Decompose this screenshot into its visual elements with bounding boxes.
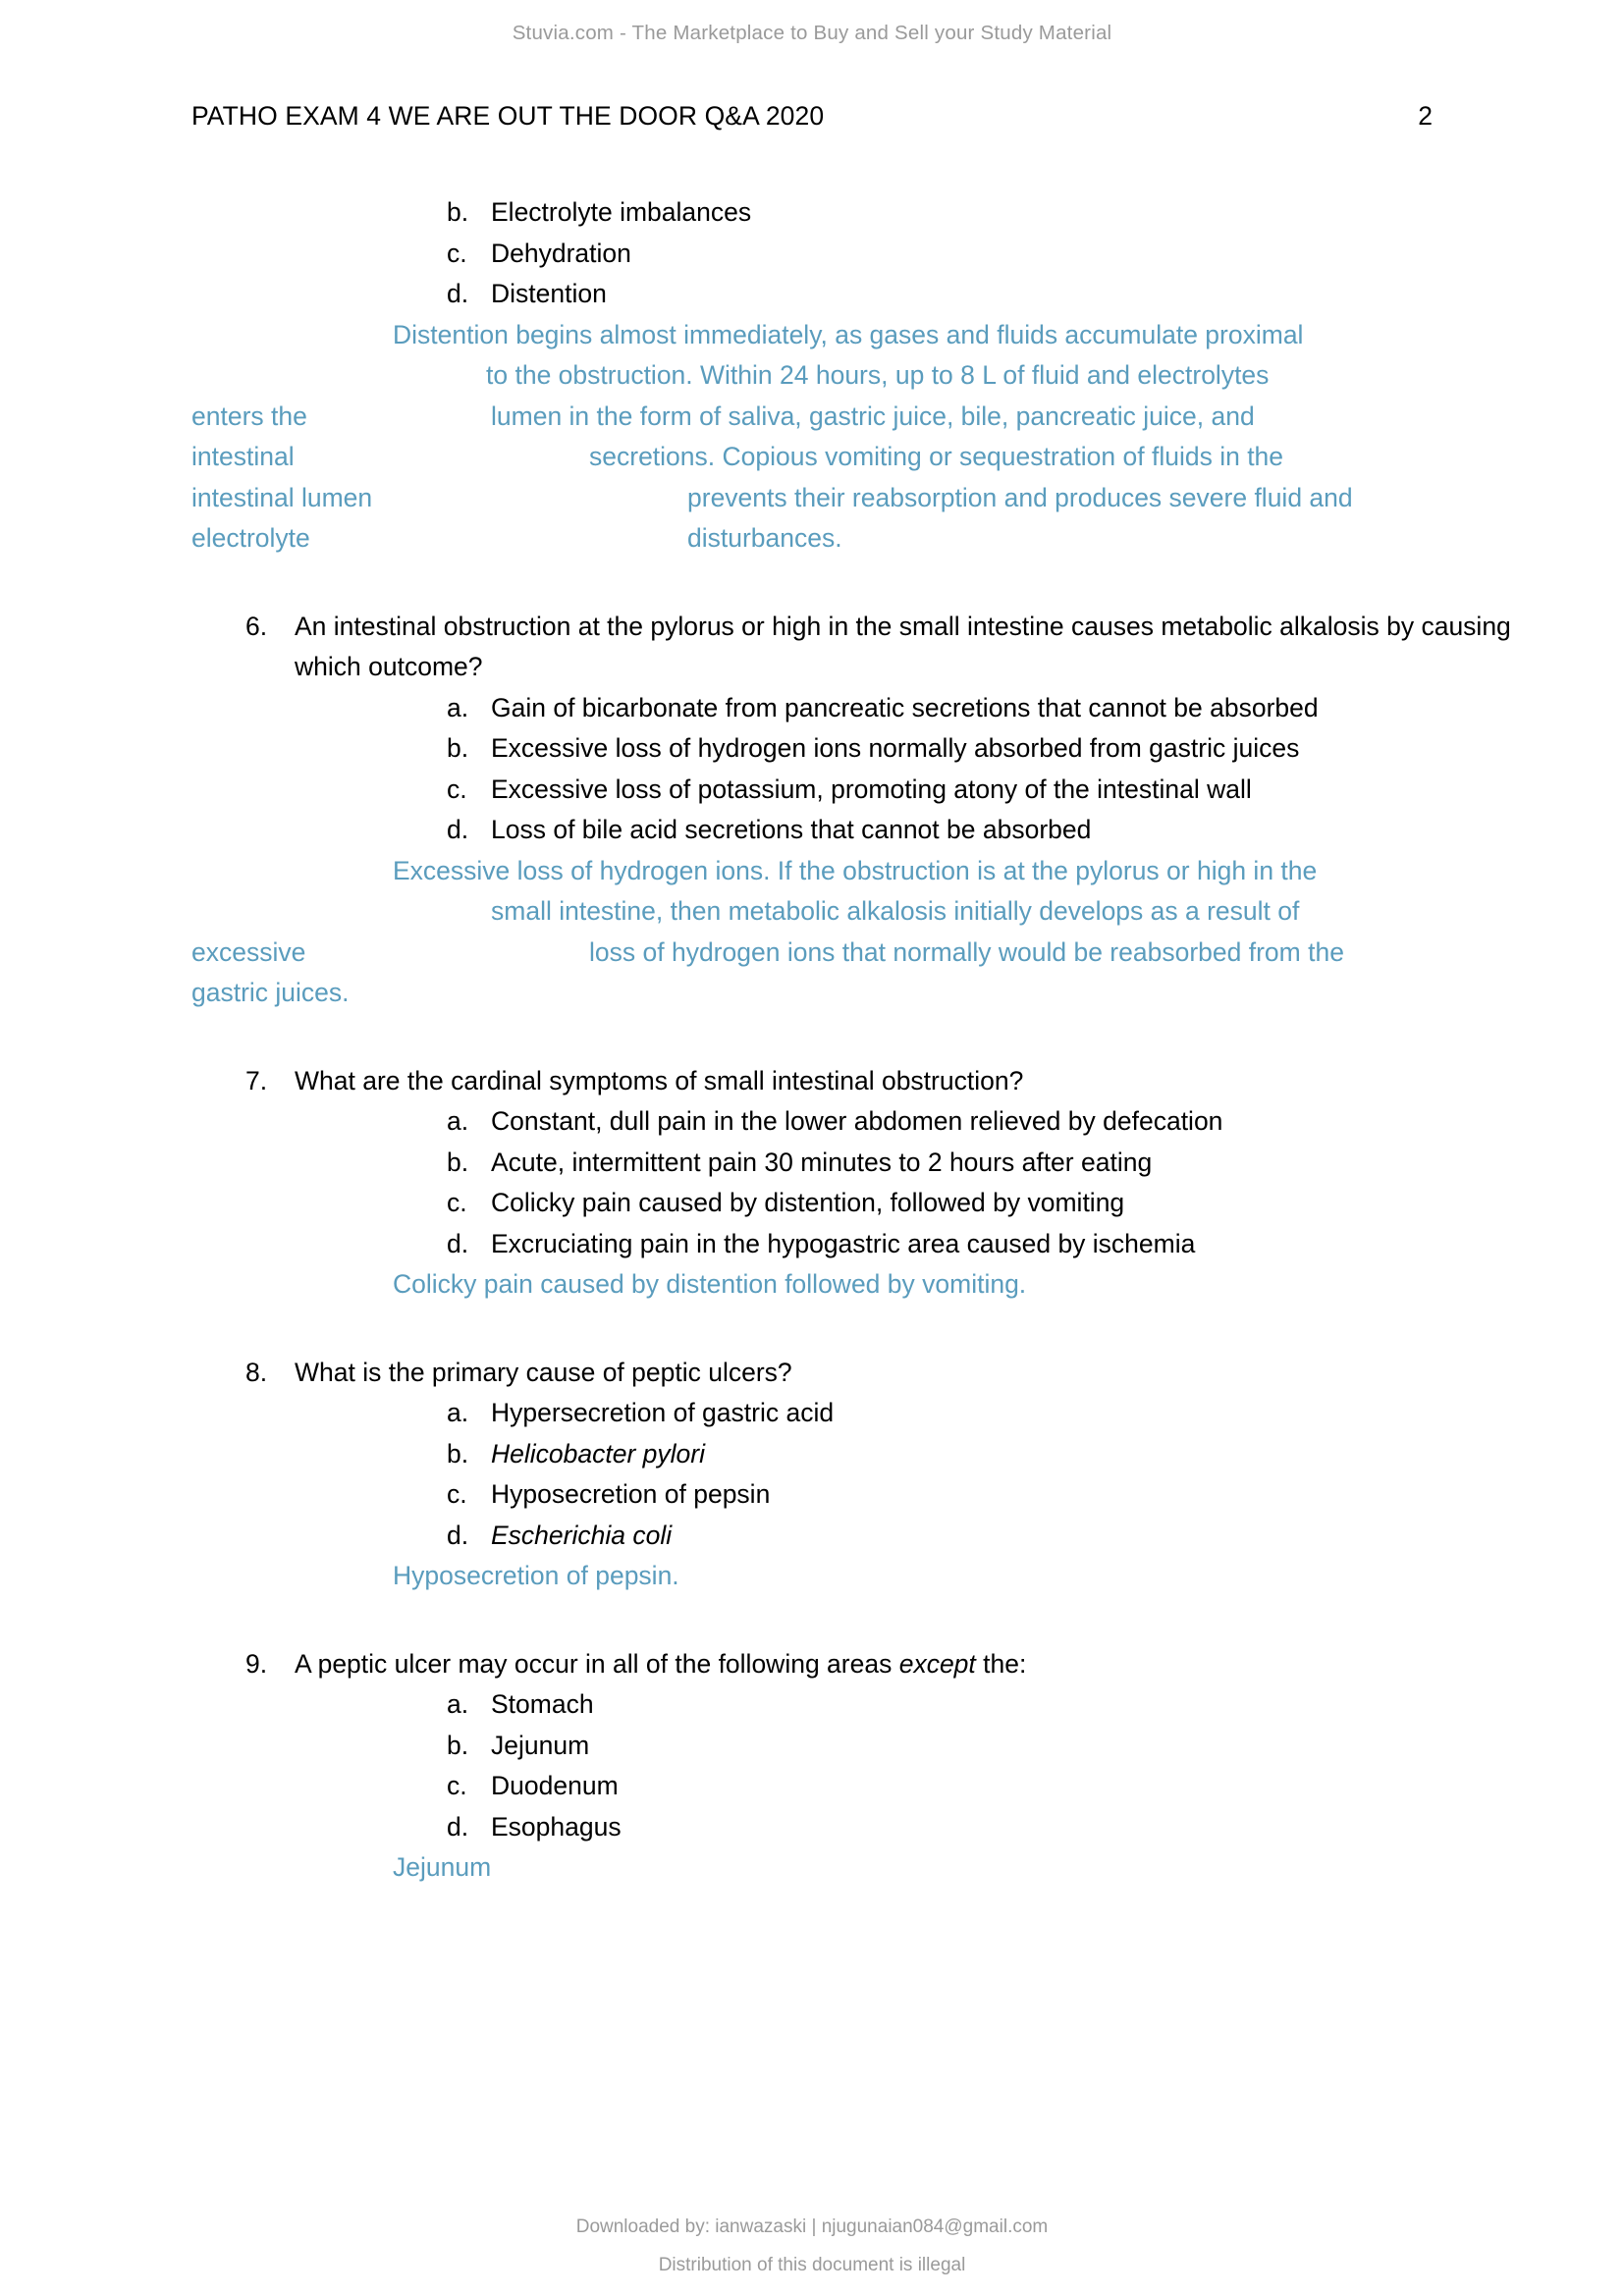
answer-line <box>0 397 1624 438</box>
option-label: Electrolyte imbalances <box>491 197 752 227</box>
answer-indented-fragment: Distention begins almost immediately, as gases and fluids accumulate proximal <box>393 319 1304 349</box>
answer-margin-fragment: excessive <box>191 936 306 967</box>
option-marker: b. <box>447 1438 469 1468</box>
answer-line <box>0 518 1624 560</box>
answer-line <box>0 355 1624 397</box>
answer-indented-fragment: loss of hydrogen ions that normally would be reabsorbed from the <box>589 936 1344 967</box>
answer-indented-fragment: prevents their reabsorption and produces severe fluid and <box>687 482 1353 512</box>
question-text: A peptic ulcer may occur in all of the following areas <box>295 1648 899 1679</box>
answer-margin-fragment: intestinal <box>191 442 295 471</box>
answer-indented-fragment: to the obstruction. Within 24 hours, up to 8 L of fluid and electrolytes <box>486 360 1270 390</box>
question-number: 9. <box>245 1648 268 1679</box>
document-body <box>0 192 1624 1889</box>
spacer <box>0 1597 1624 1644</box>
answer-option[interactable] <box>0 1807 1624 1848</box>
option-marker: b. <box>447 733 469 763</box>
answer-option[interactable] <box>0 1766 1624 1807</box>
option-label: Duodenum <box>491 1771 619 1800</box>
answer-indented-fragment: small intestine, then metabolic alkalosis initially develops as a result of <box>491 896 1300 926</box>
answer-option[interactable] <box>0 1101 1624 1143</box>
option-marker: b. <box>447 1730 469 1760</box>
question-number: 6. <box>245 611 268 641</box>
answer-option[interactable] <box>0 274 1624 315</box>
question-number: 8. <box>245 1357 268 1387</box>
option-label: Dehydration <box>491 238 631 268</box>
answer-option[interactable] <box>0 688 1624 729</box>
stuvia-watermark-header: Stuvia.com - The Marketplace to Buy and Sell your Study Material <box>512 22 1112 44</box>
option-marker: b. <box>447 197 469 227</box>
option-label: Excessive loss of potassium, promoting atony of the intestinal wall <box>491 774 1252 804</box>
answer-line <box>0 891 1624 933</box>
answer-text <box>0 851 1624 1014</box>
option-label: Constant, dull pain in the lower abdomen relieved by defecation <box>491 1106 1223 1136</box>
option-label: Acute, intermittent pain 30 minutes to 2 hours after eating <box>491 1147 1153 1177</box>
option-label: Hyposecretion of pepsin <box>491 1479 771 1509</box>
option-label: Stomach <box>491 1689 594 1719</box>
answer-line <box>0 973 1624 1014</box>
option-marker: c. <box>447 774 467 804</box>
answer-text: Jejunum <box>393 1852 492 1882</box>
answer-line <box>0 315 1624 356</box>
footer-distribution-notice: Distribution of this document is illegal <box>658 2255 966 2275</box>
page-number: 2 <box>1418 101 1433 131</box>
option-marker: d. <box>447 279 469 308</box>
option-label: Loss of bile acid secretions that cannot be absorbed <box>491 815 1092 844</box>
option-label: Colicky pain caused by distention, followed by vomiting <box>491 1188 1125 1217</box>
answer-margin-fragment: gastric juices. <box>191 978 350 1007</box>
option-label: Excruciating pain in the hypogastric area caused by ischemia <box>491 1228 1196 1258</box>
option-label: Esophagus <box>491 1811 622 1842</box>
option-label: Excessive loss of hydrogen ions normally absorbed from gastric juices <box>491 733 1300 763</box>
answer-option[interactable] <box>0 728 1624 770</box>
question-8 <box>0 1353 1561 1394</box>
question-7 <box>0 1061 1561 1102</box>
answer-margin-fragment: enters the <box>191 400 307 431</box>
answer-option[interactable] <box>0 1143 1624 1184</box>
answer-option[interactable] <box>0 1516 1624 1557</box>
answer-option[interactable] <box>0 1726 1624 1767</box>
question-text-tail: the: <box>975 1648 1027 1679</box>
option-marker: c. <box>447 238 467 268</box>
option-label: Gain of bicarbonate from pancreatic secretions that cannot be absorbed <box>491 692 1319 722</box>
question-6 <box>0 607 1561 688</box>
answer-option[interactable] <box>0 1224 1624 1265</box>
answer-text: Colicky pain caused by distention followed by vomiting. <box>393 1269 1027 1299</box>
option-marker: a. <box>447 1398 469 1427</box>
answer-text <box>0 315 1624 560</box>
option-marker: c. <box>447 1771 467 1800</box>
spacer <box>0 560 1624 607</box>
spacer <box>0 1014 1624 1061</box>
answer-line <box>0 437 1624 478</box>
footer-downloaded-by: Downloaded by: ianwazaski | njugunaian084@gmail.com <box>575 2216 1049 2237</box>
answer-option[interactable] <box>0 1393 1624 1434</box>
answer-margin-fragment: intestinal lumen <box>191 482 373 512</box>
answer-indented-fragment: lumen in the form of saliva, gastric juice, bile, pancreatic juice, and <box>491 400 1255 431</box>
option-marker: a. <box>447 692 469 722</box>
answer-option[interactable] <box>0 192 1624 234</box>
question-text: What are the cardinal symptoms of small intestinal obstruction? <box>295 1065 1024 1095</box>
answer-option[interactable] <box>0 234 1624 275</box>
answer-option[interactable] <box>0 810 1624 851</box>
option-label: Distention <box>491 279 607 308</box>
answer-option[interactable] <box>0 1434 1624 1475</box>
answer-indented-fragment: disturbances. <box>687 523 842 553</box>
spacer <box>0 1306 1624 1353</box>
page-title: PATHO EXAM 4 WE ARE OUT THE DOOR Q&A 2020 <box>191 101 825 131</box>
option-marker: a. <box>447 1106 469 1136</box>
option-marker: a. <box>447 1689 469 1719</box>
option-marker: b. <box>447 1147 469 1177</box>
option-marker: d. <box>447 1228 469 1258</box>
question-number: 7. <box>245 1065 268 1095</box>
option-label: Escherichia coli <box>491 1520 673 1550</box>
option-marker: c. <box>447 1479 467 1509</box>
answer-indented-fragment: secretions. Copious vomiting or sequestration of fluids in the <box>589 442 1284 471</box>
answer-margin-fragment: electrolyte <box>191 523 310 553</box>
answer-line <box>0 851 1624 892</box>
option-marker: d. <box>447 1520 469 1550</box>
answer-option[interactable] <box>0 1183 1624 1224</box>
question-text: What is the primary cause of peptic ulcers? <box>295 1357 792 1387</box>
option-label: Jejunum <box>491 1730 590 1760</box>
option-marker: c. <box>447 1188 467 1217</box>
question-emphasis: except <box>898 1648 976 1679</box>
answer-text: Hyposecretion of pepsin. <box>393 1561 679 1590</box>
document-header-row <box>191 101 1433 132</box>
answer-indented-fragment: Excessive loss of hydrogen ions. If the obstruction is at the pylorus or high in the <box>393 855 1318 885</box>
option-label: Hypersecretion of gastric acid <box>491 1398 835 1427</box>
answer-line <box>0 933 1624 974</box>
question-9 <box>0 1644 1561 1685</box>
option-marker: d. <box>447 815 469 844</box>
answer-line <box>0 478 1624 519</box>
option-label: Helicobacter pylori <box>491 1438 705 1468</box>
question-text: An intestinal obstruction at the pylorus or high in the small intestine causes metabolic alkalosis by causing which outcome? <box>295 611 1511 681</box>
answer-option[interactable] <box>0 1474 1624 1516</box>
answer-option[interactable] <box>0 1684 1624 1726</box>
answer-option[interactable] <box>0 770 1624 811</box>
option-marker: d. <box>447 1811 469 1842</box>
